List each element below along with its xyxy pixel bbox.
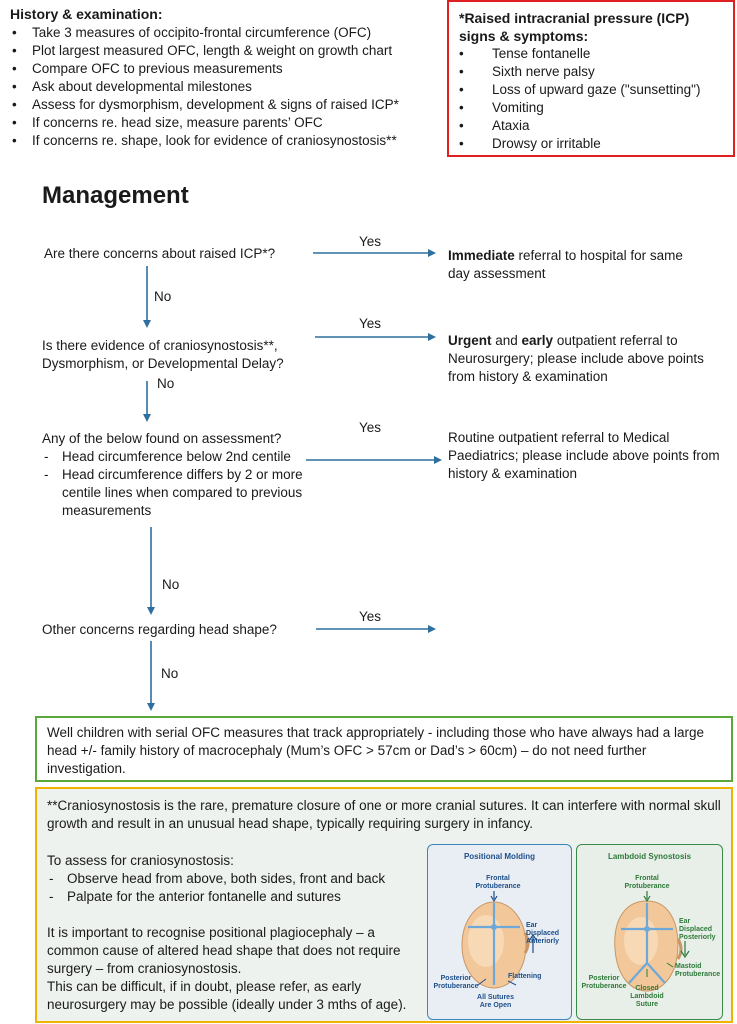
diagram-label: Mastoid Protuberance <box>675 963 721 978</box>
diagram-label: Frontal Protuberance <box>475 875 521 890</box>
question-intro: Any of the below found on assessment? <box>42 431 282 446</box>
referral-advice: This can be difficult, if in doubt, please refer, as early neurosurgery may be possible (ideally under 3 mths of age). <box>47 979 407 1012</box>
no-label: No <box>161 666 179 681</box>
yes-label: Yes <box>359 420 382 435</box>
answer-routine-referral: Routine outpatient referral to Medical Paediatrics; please include above points from history & examination <box>448 430 720 481</box>
positional-molding-diagram <box>427 844 572 1020</box>
assess-item: - Palpate for the anterior fontanelle and sutures <box>47 888 427 906</box>
icp-item: • Loss of upward gaze ("sunsetting") <box>459 81 729 99</box>
history-item: • If concerns re. shape, look for evidence of craniosynostosis** <box>10 132 450 150</box>
no-label: No <box>162 577 180 592</box>
management-title: Management <box>42 182 189 209</box>
question-raised-icp: Are there concerns about raised ICP*? <box>44 246 276 261</box>
well-children-box <box>35 716 733 782</box>
question-line: Dysmorphism, or Developmental Delay? <box>42 356 284 371</box>
yes-label: Yes <box>359 234 382 249</box>
diagram-label: Frontal Protuberance <box>624 875 670 890</box>
diagram-title: Lambdoid Synostosis <box>607 852 692 861</box>
diagram-label: Closed Lambdoid Suture <box>630 985 664 1008</box>
icp-item: • Ataxia <box>459 117 729 135</box>
diagram-title: Positional Molding <box>463 852 536 861</box>
question-line: Is there evidence of craniosynostosis**, <box>42 338 278 353</box>
history-item: • Assess for dysmorphism, development & signs of raised ICP* <box>10 96 450 114</box>
question-head-shape: Other concerns regarding head shape? <box>42 622 277 637</box>
answer-emphasis: Immediate <box>448 248 515 263</box>
craniosynostosis-intro: **Craniosynostosis is the rare, premature closure of one or more cranial sutures. It can interfere with normal skull growth and result in an unusual head shape, typically requiring surgery in infancy. <box>47 798 721 831</box>
diagram-label: Ear Displaced Posteriorly <box>679 918 716 941</box>
answer-text: outpatient referral to Neurosurgery; please include above points from history & examination <box>448 333 704 384</box>
icp-title: *Raised intracranial pressure (ICP) signs & symptoms: <box>459 10 690 44</box>
answer-emphasis: Urgent <box>448 333 492 348</box>
answer-immediate-referral <box>448 247 693 283</box>
answer-text: and <box>491 333 522 348</box>
no-label: No <box>154 289 172 304</box>
no-label: No <box>157 376 175 391</box>
history-item: • If concerns re. head size, measure parents’ OFC <box>10 114 450 132</box>
lambdoid-synostosis-diagram <box>576 844 723 1020</box>
icp-item: • Vomiting <box>459 99 729 117</box>
icp-item: • Sixth nerve palsy <box>459 63 729 81</box>
diagram-label: Flattening <box>508 973 542 980</box>
answer-urgent-referral <box>448 332 718 386</box>
history-item: • Take 3 measures of occipito-frontal circumference (OFC) <box>10 24 450 42</box>
plagiocephaly-text: It is important to recognise positional plagiocephaly – a common cause of altered head shape that does not require surgery – from craniosynostosis. <box>47 925 401 976</box>
history-title: History & examination: <box>10 6 163 22</box>
diagram-label: Posterior Protuberance <box>581 975 627 990</box>
assessment-list <box>42 448 342 520</box>
assess-list <box>47 870 427 906</box>
history-item: • Compare OFC to previous measurements <box>10 60 450 78</box>
diagram-label: Ear Displaced Anteriorly <box>526 922 560 945</box>
icp-item: • Drowsy or irritable <box>459 135 729 153</box>
question-assessment <box>42 430 342 520</box>
yes-label: Yes <box>359 609 382 624</box>
yes-label: Yes <box>359 316 382 331</box>
history-item: • Plot largest measured OFC, length & weight on growth chart <box>10 42 450 60</box>
diagram-label: Posterior Protuberance <box>433 975 479 990</box>
assess-title: To assess for craniosynostosis: <box>47 853 234 868</box>
question-craniosynostosis <box>42 337 284 373</box>
assess-item: - Observe head from above, both sides, front and back <box>47 870 427 888</box>
answer-emphasis: early <box>521 333 554 348</box>
history-item: • Ask about developmental milestones <box>10 78 450 96</box>
icp-item: • Tense fontanelle <box>459 45 729 63</box>
well-children-text: Well children with serial OFC measures that track appropriately - including those who have always had a large head +/- family history of macrocephaly (Mum’s OFC > 57cm or Dad’s > 60cm) – do not need further investigation. <box>47 725 705 776</box>
assessment-item: - Head circumference below 2nd centile <box>42 448 342 466</box>
answer-text: referral to hospital for same day assessment <box>448 248 683 281</box>
diagram-label: All Sutures Are Open <box>477 994 514 1009</box>
assessment-item: - Head circumference differs by 2 or more centile lines when compared to previous measurements <box>42 466 342 520</box>
craniosynostosis-box <box>35 787 733 1023</box>
